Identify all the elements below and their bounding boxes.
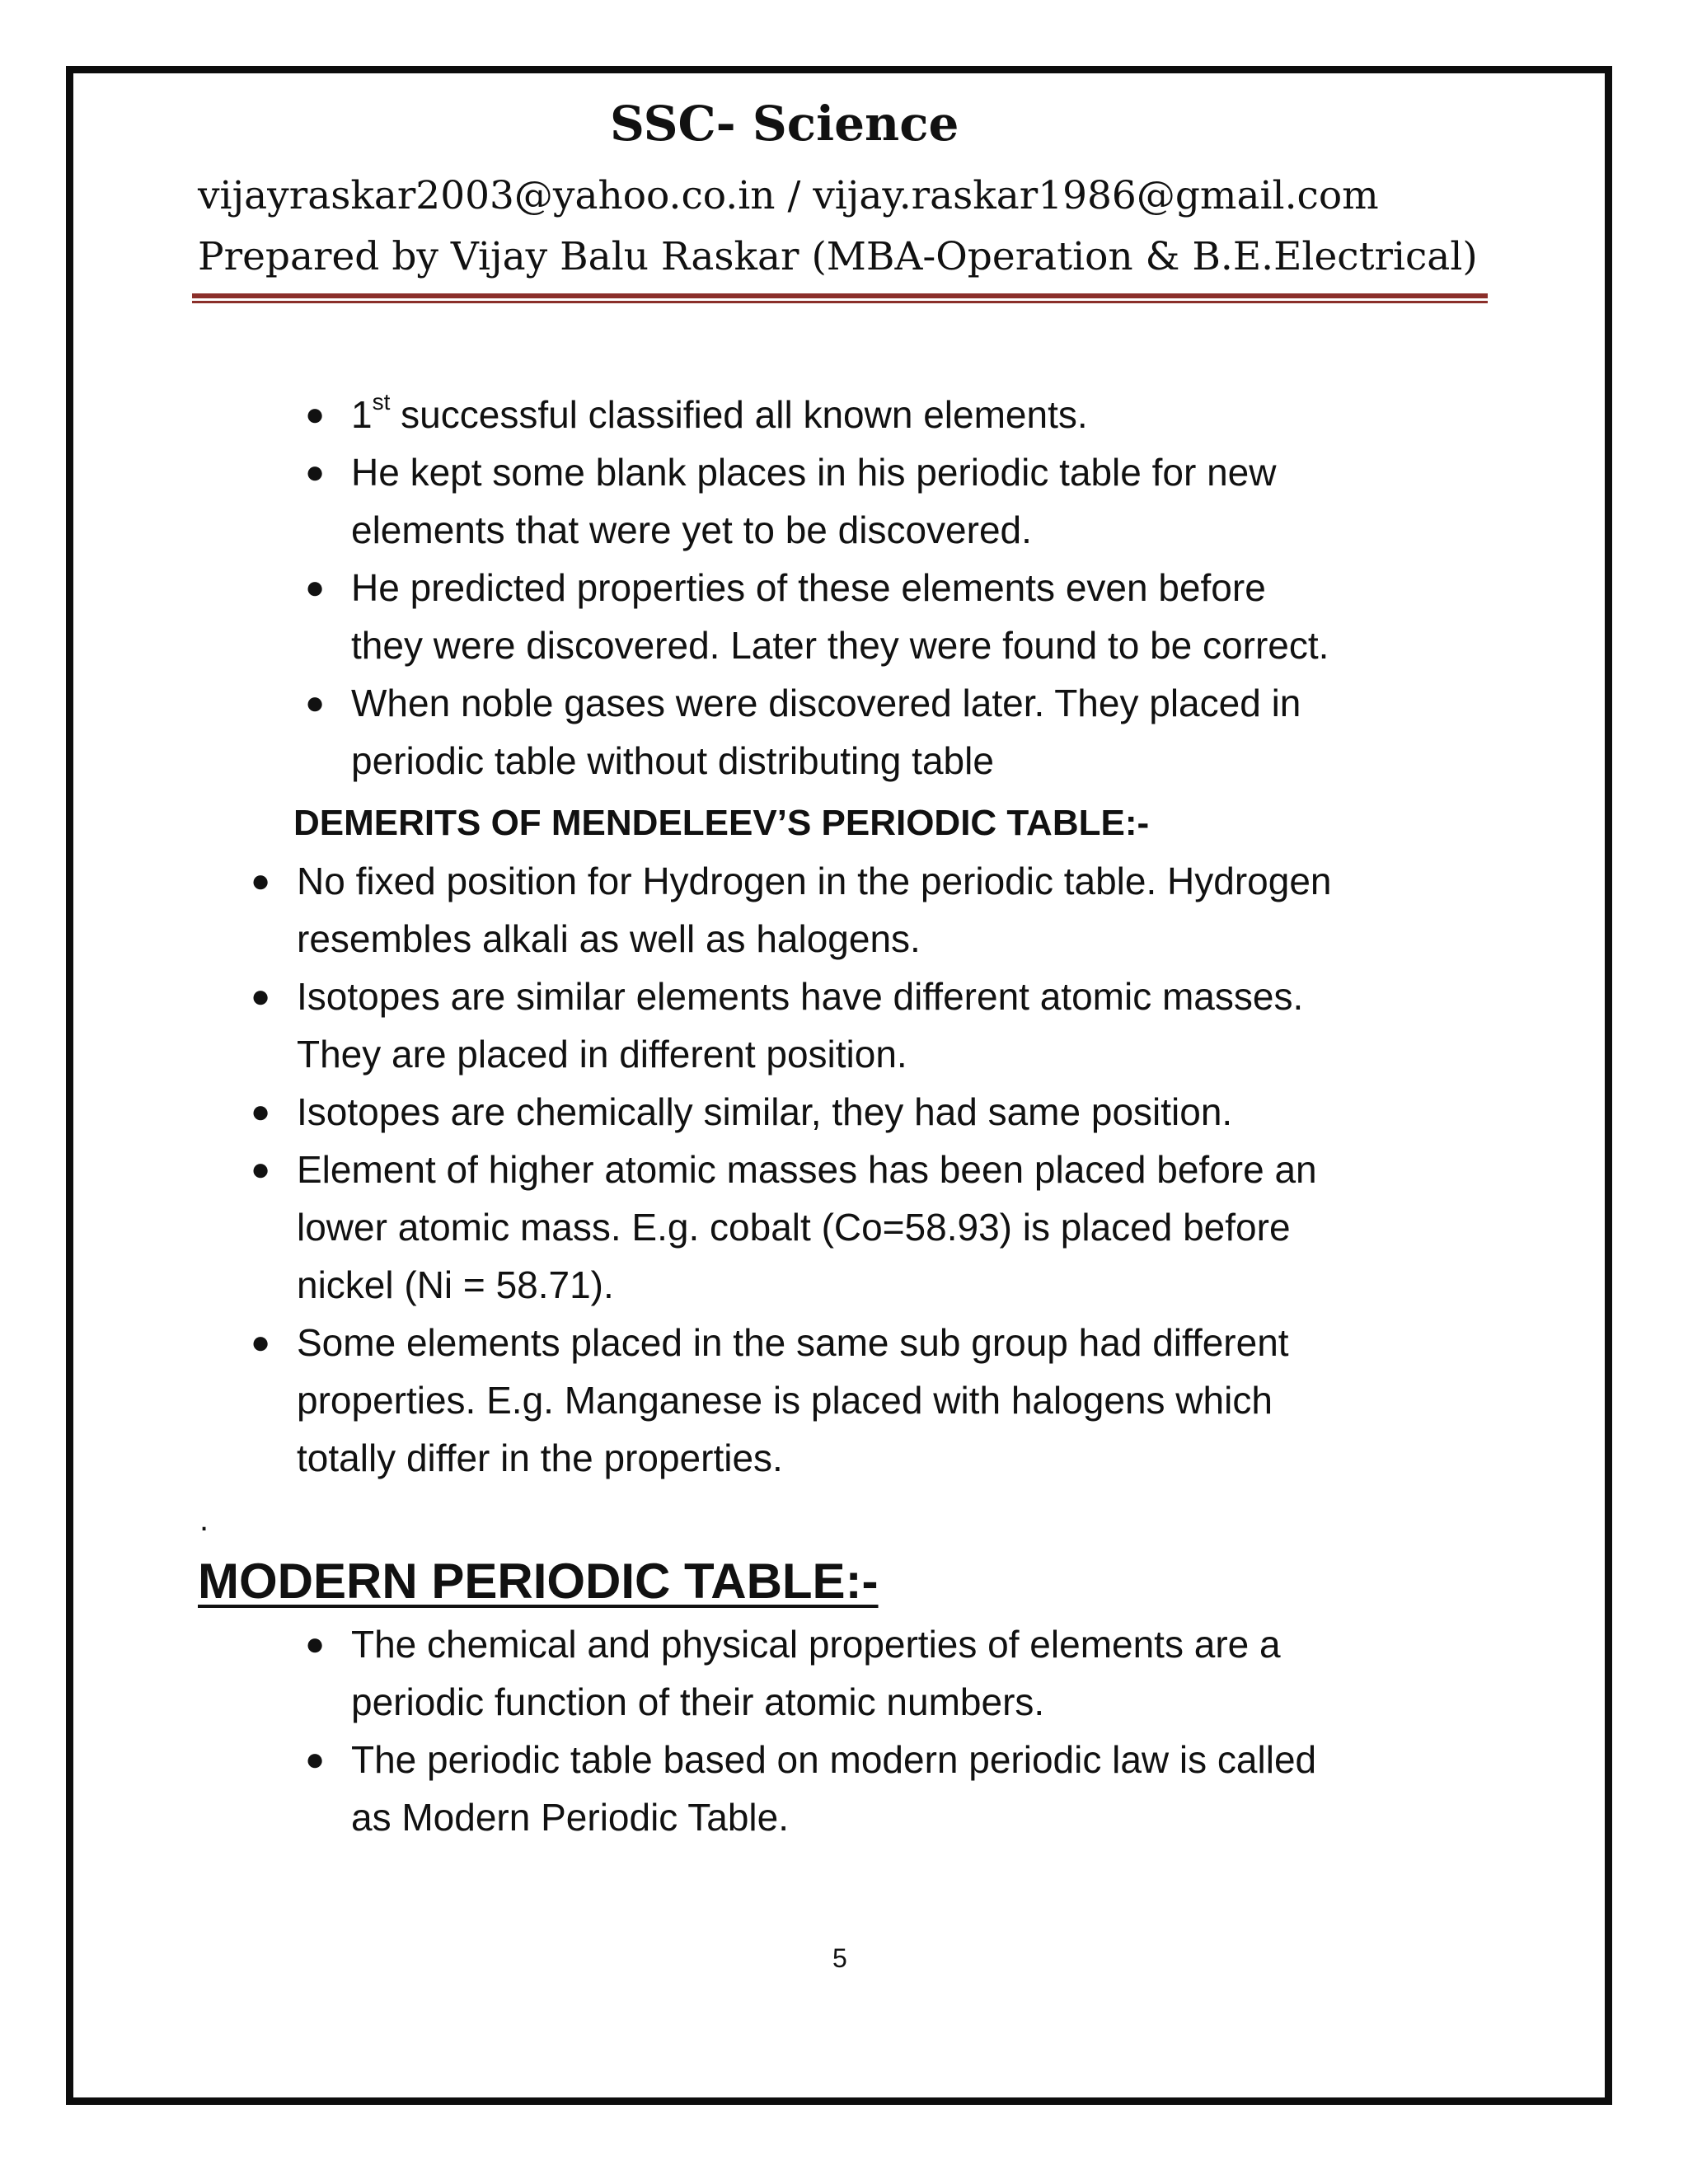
item-line: nickel (Ni = 58.71).: [297, 1263, 614, 1306]
bullet-icon: ●: [305, 685, 326, 721]
item-line: elements that were yet to be discovered.: [351, 509, 1032, 551]
item-line: resembles alkali as well as halogens.: [297, 917, 921, 960]
bullet-icon: ●: [305, 1626, 326, 1662]
list-item: [305, 559, 1329, 674]
list-item: [251, 1314, 1332, 1487]
list-item: [251, 852, 1332, 968]
demerits-heading: DEMERITS OF MENDELEEV’S PERIODIC TABLE:-: [293, 803, 1150, 843]
list-item: [305, 1615, 1316, 1731]
list-item: [305, 674, 1329, 790]
ordinal-number: 1: [351, 393, 373, 436]
item-line: The periodic table based on modern periodic law is called: [351, 1738, 1317, 1781]
bullet-icon: ●: [305, 569, 326, 606]
item-line: as Modern Periodic Table.: [351, 1796, 789, 1839]
list-item: [305, 443, 1329, 559]
item-line: totally differ in the properties.: [297, 1436, 783, 1479]
bullet-icon: ●: [251, 1094, 271, 1130]
modern-heading: MODERN PERIODIC TABLE:-: [198, 1554, 879, 1609]
demerits-list: [251, 852, 1332, 1487]
list-item: [251, 968, 1332, 1083]
item-line: periodic function of their atomic numbers.: [351, 1680, 1045, 1723]
item-line: They are placed in different position.: [297, 1033, 907, 1076]
ordinal-suffix: st: [372, 389, 391, 415]
item-line: When noble gases were discovered later. They placed in: [351, 682, 1301, 724]
bullet-icon: ●: [305, 454, 326, 490]
item-line: Element of higher atomic masses has been placed before an: [297, 1148, 1317, 1191]
merits-list: [305, 386, 1329, 790]
item-line: No fixed position for Hydrogen in the periodic table. Hydrogen: [297, 860, 1332, 902]
item-line: Isotopes are similar elements have different atomic masses.: [297, 975, 1304, 1018]
item-line: He predicted properties of these elements even before: [351, 566, 1266, 609]
item-line: Isotopes are chemically similar, they had same position.: [297, 1090, 1233, 1133]
modern-list: [305, 1615, 1317, 1846]
document-title: SSC- Science: [610, 96, 959, 152]
separator-dot: .: [199, 1502, 209, 1538]
author-line: Prepared by Vijay Balu Raskar (MBA-Operation & B.E.Electrical): [198, 234, 1478, 279]
list-item: [305, 386, 1329, 443]
page-number: 5: [832, 1943, 847, 1973]
item-line: they were discovered. Later they were found to be correct.: [351, 624, 1329, 667]
bullet-icon: ●: [305, 1741, 326, 1778]
bullet-icon: ●: [251, 863, 271, 899]
header-rule-thick: [192, 293, 1488, 298]
item-line: properties. E.g. Manganese is placed with halogens which: [297, 1379, 1273, 1422]
item-text: successful classified all known elements.: [390, 393, 1088, 436]
bullet-icon: ●: [305, 396, 326, 433]
item-line: Some elements placed in the same sub group had different: [297, 1321, 1289, 1364]
item-line: periodic table without distributing table: [351, 739, 994, 782]
contact-emails: vijayraskar2003@yahoo.co.in / vijay.raskar1986@gmail.com: [198, 173, 1379, 218]
item-line: lower atomic mass. E.g. cobalt (Co=58.93) is placed before: [297, 1206, 1291, 1249]
item-line: The chemical and physical properties of elements are a: [351, 1623, 1281, 1666]
bullet-icon: ●: [251, 1324, 271, 1361]
list-item: [251, 1083, 1332, 1141]
bullet-icon: ●: [251, 1151, 271, 1188]
header-rule-thin: [192, 301, 1488, 303]
bullet-icon: ●: [251, 978, 271, 1015]
list-item: [251, 1141, 1332, 1314]
list-item: [305, 1731, 1317, 1846]
item-line: He kept some blank places in his periodic table for new: [351, 451, 1277, 494]
